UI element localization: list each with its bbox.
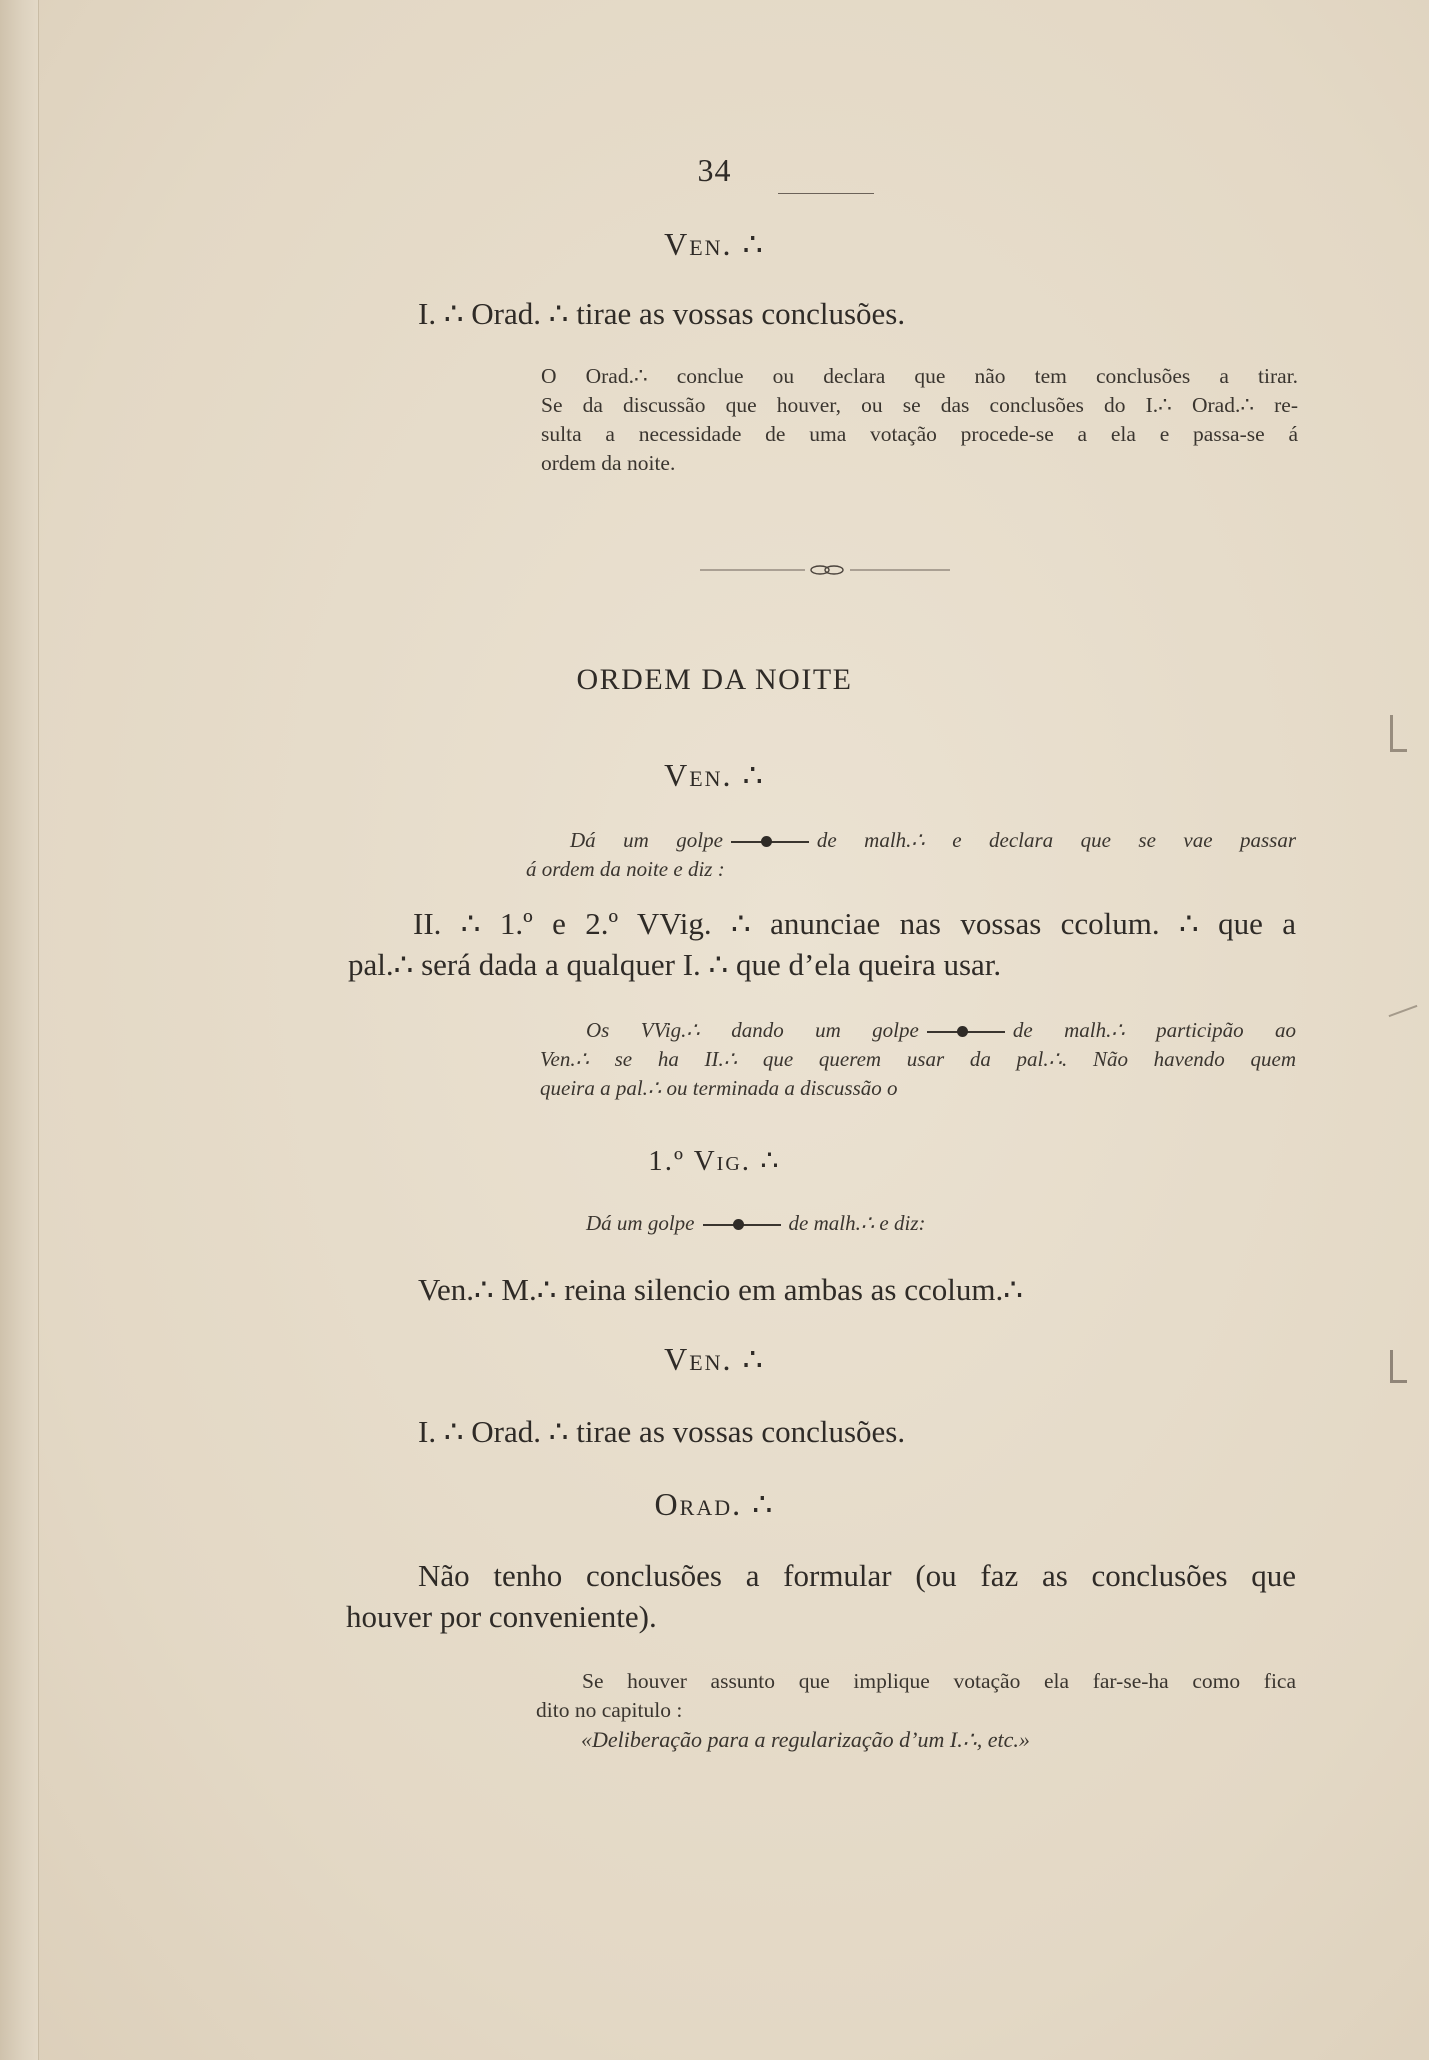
mallet-strike-mark — [731, 841, 809, 843]
paragraph-line: sulta a necessidade de uma votação procede-se a ela e passa-se á — [541, 422, 1298, 446]
paragraph-conclusions — [541, 362, 1298, 478]
heading-vig: 1.º Vig. ∴ — [648, 1145, 781, 1177]
speech-orad-conclusions: I. ∴ Orad. ∴ tirae as vossas conclusões. — [418, 1414, 906, 1449]
speech-nao-tenho: Não tenho conclusões a formular (ou faz as conclusões que houver por conveniente). — [346, 1558, 1296, 1634]
heading-ven-1: Ven. ∴ — [664, 757, 765, 793]
heading-orad: Orad. ∴ — [654, 1486, 775, 1522]
margin-bleed-mark — [1390, 1350, 1407, 1383]
ornament-divider — [700, 560, 950, 580]
section-title: ORDEM DA NOITE — [576, 663, 853, 696]
stage-direction-3: Dá um golpe de malh.∴ e diz: — [586, 1211, 926, 1235]
mallet-strike-mark — [703, 1224, 781, 1226]
chapter-reference: «Deliberação para a regularização d’um I.∴, etc.» — [581, 1727, 1030, 1752]
mallet-strike-mark — [927, 1031, 1005, 1033]
heading-ven-top: Ven. ∴ — [664, 226, 765, 262]
line-orad-conclusions: I. ∴ Orad. ∴ tirae as vossas conclusões. — [418, 296, 906, 331]
page-number: 34 — [697, 152, 732, 188]
stage-direction-1: Dá um golpe de malh.∴ e declara que se vae passar á ordem da noite e diz : — [526, 828, 1296, 881]
speech-silencio: Ven.∴ M.∴ reina silencio em ambas as ccolum.∴ — [418, 1272, 1023, 1307]
page-number-rule — [778, 193, 874, 194]
paragraph-votacao: Se houver assunto que implique votação ela far-se-ha como fica dito no capitulo : «Deliberação para a regularização d’um I.∴, etc.» — [536, 1669, 1296, 1752]
paragraph-line: ordem da noite. — [541, 451, 676, 475]
speech-anunciae: II. ∴ 1.º e 2.º VVig. ∴ anunciae nas vossas ccolum. ∴ que a pal.∴ será dada a qualquer I. ∴ que d’ela queira usar. — [348, 906, 1296, 982]
margin-bleed-mark — [1390, 715, 1407, 752]
paragraph-line: Se da discussão que houver, ou se das conclusões do I.∴ Orad.∴ re- — [541, 393, 1298, 417]
page-binding-edge — [0, 0, 39, 2060]
stage-direction-2: Os VVig.∴ dando um golpe de malh.∴ participão ao Ven.∴ se ha II.∴ que querem usar da pal.∴. Não havendo quem queira a pal.∴ ou terminada a discussão o — [540, 1018, 1296, 1100]
margin-bleed-mark — [1389, 1005, 1418, 1017]
heading-ven-2: Ven. ∴ — [664, 1341, 765, 1377]
paragraph-line: O Orad.∴ conclue ou declara que não tem conclusões a tirar. — [541, 364, 1298, 388]
